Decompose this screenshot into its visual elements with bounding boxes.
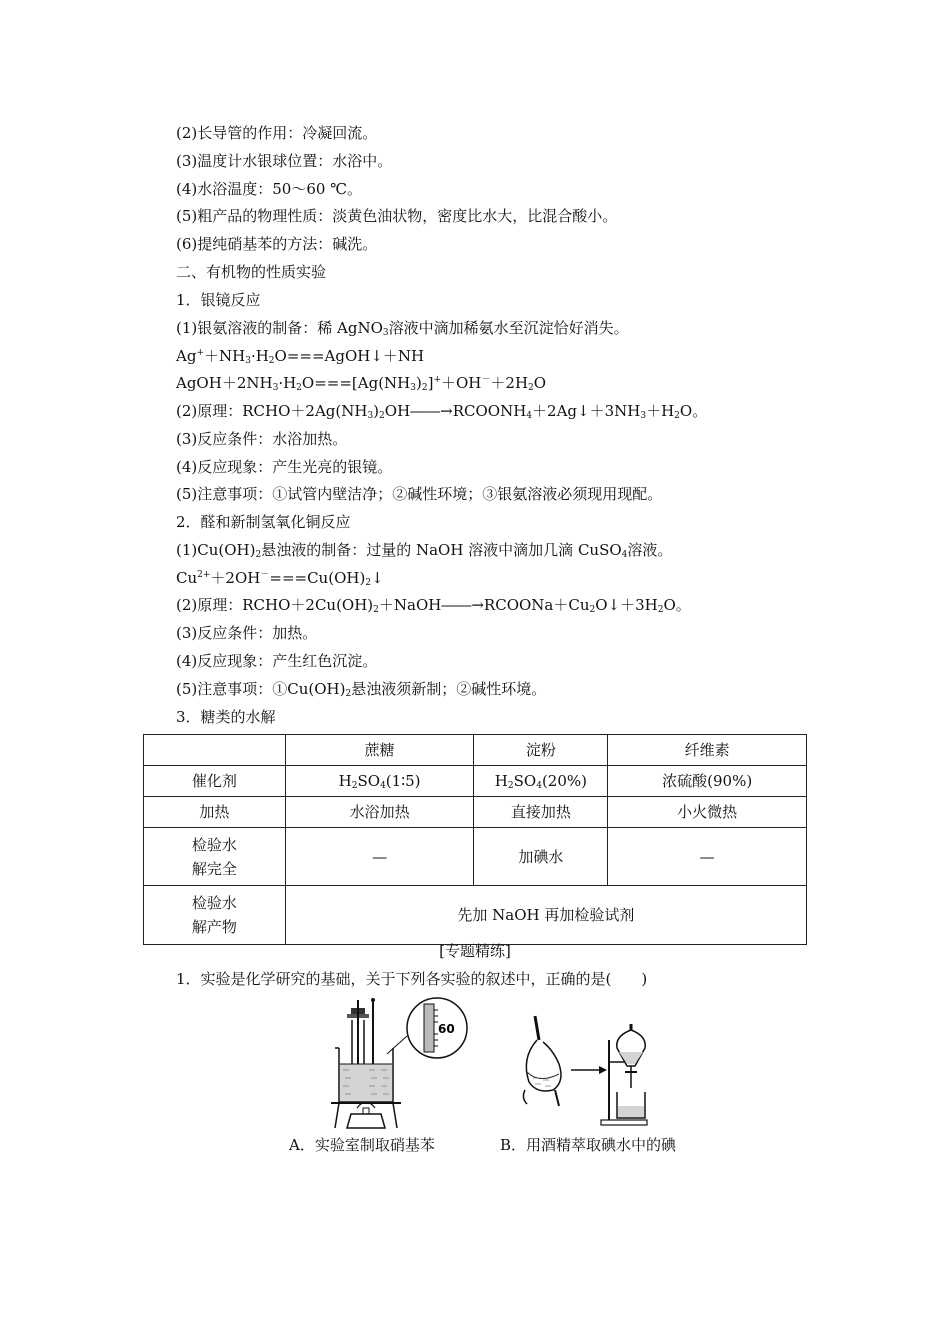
subsection-heading: 2．醛和新制氢氧化铜反应 bbox=[176, 513, 351, 531]
table-header-cell: 淀粉 bbox=[474, 735, 608, 766]
text-line: (4)水浴温度：50～60 ℃。 bbox=[176, 180, 362, 198]
figure-caption-b: B．用酒精萃取碘水中的碘 bbox=[500, 1136, 677, 1154]
table-header-cell: 纤维素 bbox=[608, 735, 807, 766]
text-line: (3)反应条件：加热。 bbox=[176, 624, 318, 642]
table-cell: — bbox=[608, 828, 807, 886]
practice-title: [专题精练] bbox=[439, 942, 511, 960]
text-line: (3)温度计水银球位置：水浴中。 bbox=[176, 152, 393, 170]
text-line: (1)银氨溶液的制备：稀 AgNO$_3$溶液中滴加稀氨水至沉淀恰好消失。 bbox=[176, 319, 629, 338]
equation-line: $Cu^{2+}+2OH^-===Cu(OH)_2↓$ bbox=[176, 569, 384, 588]
alcohol-lamp bbox=[347, 1114, 385, 1128]
figure-caption-a: A．实验室制取硝基苯 bbox=[289, 1136, 435, 1154]
table-cell: 水浴加热 bbox=[285, 797, 474, 828]
table-header-row bbox=[144, 735, 807, 766]
table-header-cell bbox=[144, 735, 286, 766]
table-row-label: 加热 bbox=[144, 797, 286, 828]
text-line: (2)长导管的作用：冷凝回流。 bbox=[176, 124, 378, 142]
equation-line: $Ag^++NH_3\cdot H_2O===AgOH↓+NH$ bbox=[176, 347, 425, 366]
text-line: (5)粗产品的物理性质：淡黄色油状物，密度比水大，比混合酸小。 bbox=[176, 207, 618, 225]
text-line: (6)提纯硝基苯的方法：碱洗。 bbox=[176, 235, 378, 253]
text-line: $(1)Cu(OH)_2$悬浊液的制备：过量的 NaOH 溶液中滴加几滴 CuSO$_4$溶液。 bbox=[176, 541, 673, 560]
table-header-cell: 蔗糖 bbox=[285, 735, 474, 766]
text-line: (4)反应现象：产生红色沉淀。 bbox=[176, 652, 378, 670]
funnel-stopper bbox=[535, 1016, 539, 1040]
water-bath bbox=[340, 1064, 392, 1101]
thermometer-scale bbox=[424, 1004, 434, 1052]
table-row bbox=[144, 797, 807, 828]
text-line: (3)反应条件：水浴加热。 bbox=[176, 430, 348, 448]
equation-line: (2)原理：$RCHO+2Ag(NH_3)_2OH――\to RCOONH_4+2Ag↓+3NH_3+H_2O$。 bbox=[176, 402, 708, 421]
table-row bbox=[144, 828, 807, 886]
stand-base bbox=[601, 1120, 647, 1125]
table-cell: $H_2SO_4(20\%)$ bbox=[474, 766, 608, 797]
sugar-hydrolysis-table bbox=[143, 734, 807, 945]
table-row-label: 检验水 解完全 bbox=[144, 828, 286, 886]
thermometer-reading: 60 bbox=[438, 1022, 455, 1036]
nitrobenzene-apparatus-figure bbox=[325, 996, 475, 1130]
question-text: 1．实验是化学研究的基础，关于下列各实验的叙述中，正确的是( ) bbox=[176, 970, 648, 988]
separatory-funnel-handheld bbox=[526, 1040, 561, 1091]
table-cell: 浓硫酸(90%) bbox=[608, 766, 807, 797]
table-cell: — bbox=[285, 828, 474, 886]
table-row-label: 检验水 解产物 bbox=[144, 886, 286, 945]
subsection-heading: 3．糖类的水解 bbox=[176, 708, 276, 726]
equation-line: $AgOH+2NH_3\cdot H_2O===[Ag(NH_3)_2]^++OH^-+2H_2O$ bbox=[176, 374, 547, 393]
text-line: (5)注意事项：①试管内壁洁净；②碱性环境；③银氨溶液必须现用现配。 bbox=[176, 485, 663, 503]
table-row bbox=[144, 766, 807, 797]
table-cell: 加碘水 bbox=[474, 828, 608, 886]
table-row bbox=[144, 886, 807, 945]
table-cell: $H_2SO_4(1∶5)$ bbox=[285, 766, 474, 797]
extraction-apparatus-figure bbox=[515, 1010, 665, 1126]
section-heading: 二、有机物的性质实验 bbox=[176, 263, 327, 281]
table-cell: 小火微热 bbox=[608, 797, 807, 828]
table-row-label: 催化剂 bbox=[144, 766, 286, 797]
table-merged-cell: 先加 NaOH 再加检验试剂 bbox=[285, 886, 806, 945]
text-line: (5)注意事项：$①Cu(OH)_2$悬浊液须新制；②碱性环境。 bbox=[176, 680, 547, 699]
text-line: (4)反应现象：产生光亮的银镜。 bbox=[176, 458, 393, 476]
subsection-heading: 1．银镜反应 bbox=[176, 291, 261, 309]
equation-line: (2)原理：$RCHO+2Cu(OH)_2+NaOH――\to RCOONa+Cu_2O↓+3H_2O$。 bbox=[176, 596, 691, 615]
table-cell: 直接加热 bbox=[474, 797, 608, 828]
magnifier-circle bbox=[407, 998, 467, 1058]
